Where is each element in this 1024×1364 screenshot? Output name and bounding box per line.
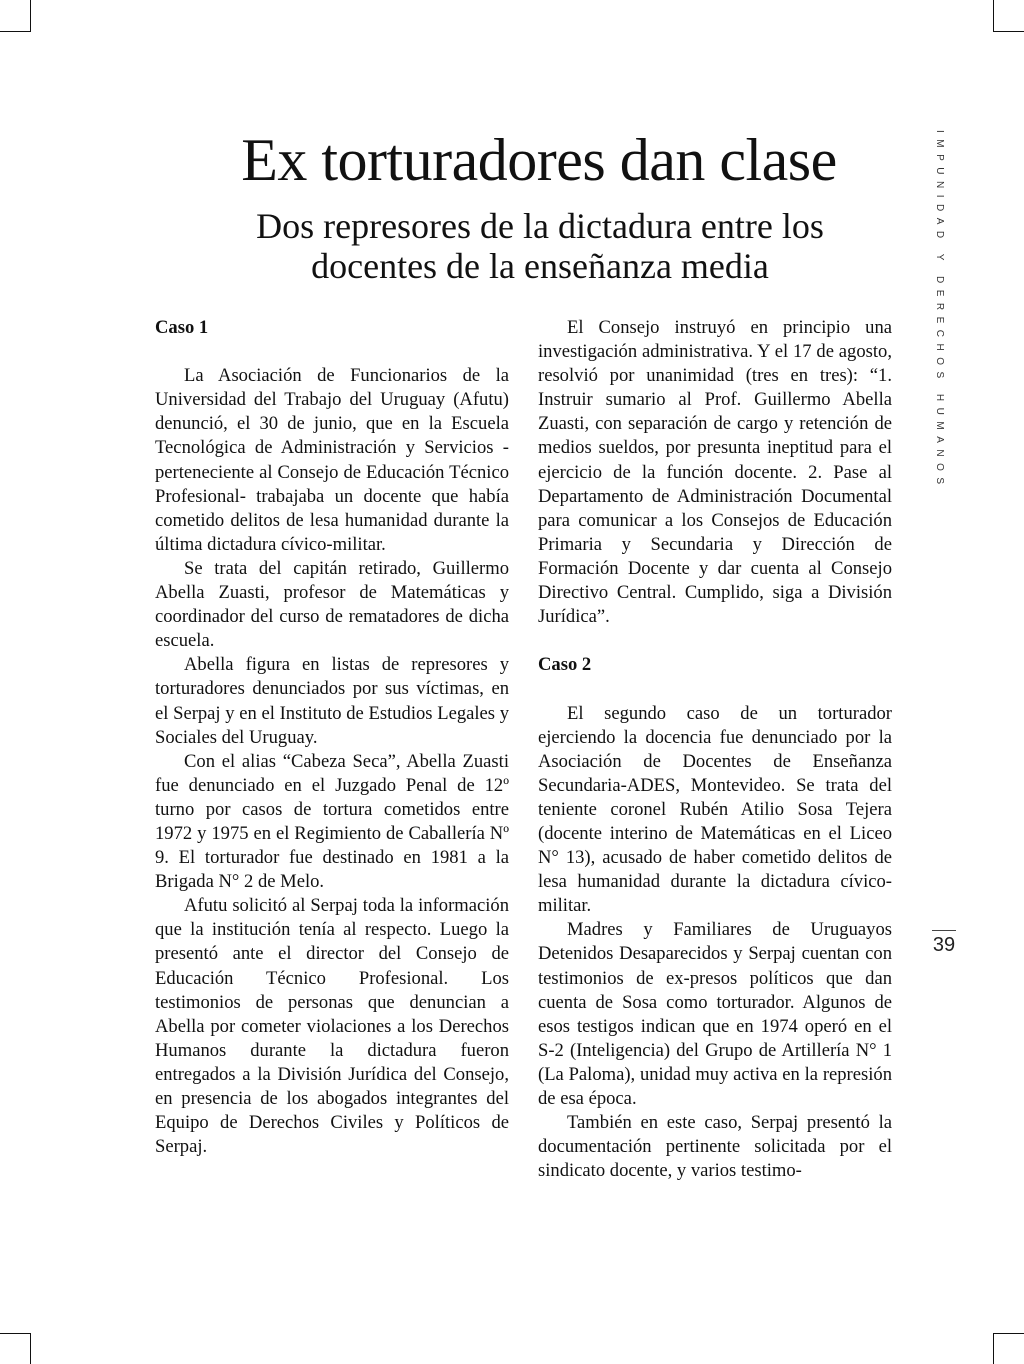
paragraph: Se trata del capitán retirado, Guillermo Abella Zuasti, profesor de Matemáticas y coordinador del curso de rematadores de dicha escuela. (155, 557, 509, 652)
article-title: Ex torturadores dan clase (241, 127, 837, 193)
left-column (155, 316, 509, 1159)
crop-mark-bottom-left-horizontal (0, 1333, 31, 1334)
crop-mark-top-right-vertical (993, 0, 994, 32)
paragraph: Abella figura en listas de represores y torturadores denunciados por sus víctimas, en el Serpaj y en el Instituto de Estudios Legales y Sociales del Uruguay. (155, 654, 509, 748)
crop-mark-top-right-horizontal (993, 31, 1024, 32)
page-number: 39 (932, 934, 956, 956)
case-2-heading: Caso 2 (538, 654, 592, 676)
paragraph: El Consejo instruyó en principio una investigación administrativa. Y el 17 de agosto, resolvió por unanimidad (tres en tres): “1. Instruir sumario al Prof. Guillermo Abella Zuasti, con separación de cargo y retención de medios sueldos, por presunta ineptitud para el ejercicio de la función docente. 2. Pase al Departamento de Administración Documental para comunicar a los Consejos de Educación Primaria y Secundaria y Dirección de Formación Docente y dar cuenta al Consejo Directivo Central. Cumplido, siga a División Jurídica”. (538, 317, 892, 628)
crop-mark-top-left-vertical (30, 0, 31, 32)
crop-mark-bottom-left-vertical (30, 1333, 31, 1364)
section-side-label: IMPUNIDAD Y DERECHOS HUMANOS (934, 130, 945, 491)
crop-mark-top-left-horizontal (0, 31, 31, 32)
paragraph: La Asociación de Funcionarios de la Universidad del Trabajo del Uruguay (Afutu) denunció, el 30 de junio, que en la Escuela Tecnológica de Administración y Servicios -perteneciente al Consejo de Educación Técnico Profesional- trabajaba un docente que había cometido delitos de lesa humanidad durante la última dictadura cívico-militar. (155, 365, 509, 555)
right-column (538, 316, 892, 1183)
crop-mark-bottom-right-vertical (993, 1333, 994, 1364)
case-1-heading: Caso 1 (155, 317, 209, 338)
paragraph: Madres y Familiares de Uruguayos Detenidos Desaparecidos y Serpaj cuentan con testimonios de ex-presos políticos que dan cuenta de Sosa como torturador. Algunos de esos testigos indican que en 1974 operó en el S-2 (Inteligencia) del Grupo de Artillería N° 1 (La Paloma), unidad muy activa en la represión de esa época. (538, 919, 892, 1109)
page-number-rule (932, 930, 956, 931)
paragraph: Afutu solicitó al Serpaj toda la información que la institución tenía al respecto. Luego la presentó ante el director del Consejo de Educación Técnico Profesional. Los testimonios de personas que denuncian a Abella por cometer violaciones a los Derechos Humanos durante la dictadura fueron entregados a la División Jurídica del Consejo, en presencia de los abogados integrantes del Equipo de Derechos Civiles y Políticos de Serpaj. (155, 895, 509, 1158)
article-subtitle: Dos represores de la dictadura entre los docentes de la enseñanza media (256, 206, 824, 286)
crop-mark-bottom-right-horizontal (993, 1333, 1024, 1334)
paragraph: Con el alias “Cabeza Seca”, Abella Zuasti fue denunciado en el Juzgado Penal de 12º turno por casos de tortura cometidos entre 1972 y 1975 en el Regimiento de Caballería Nº 9. El torturador fue destinado en 1981 a la Brigada N° 2 de Melo. (155, 750, 509, 893)
paragraph: El segundo caso de un torturador ejerciendo la docencia fue denunciado por la Asociación de Docentes de Enseñanza Secundaria-ADES, Montevideo. Se trata del teniente coronel Rubén Atilio Sosa Tejera (docente interino de Matemáticas en el Liceo N° 13), acusado de haber cometido delitos de lesa humanidad durante la dictadura cívico-militar. (538, 702, 892, 917)
paragraph: También en este caso, Serpaj presentó la documentación pertinente solicitada por el sindicato docente, y varios testimo- (538, 1112, 892, 1182)
